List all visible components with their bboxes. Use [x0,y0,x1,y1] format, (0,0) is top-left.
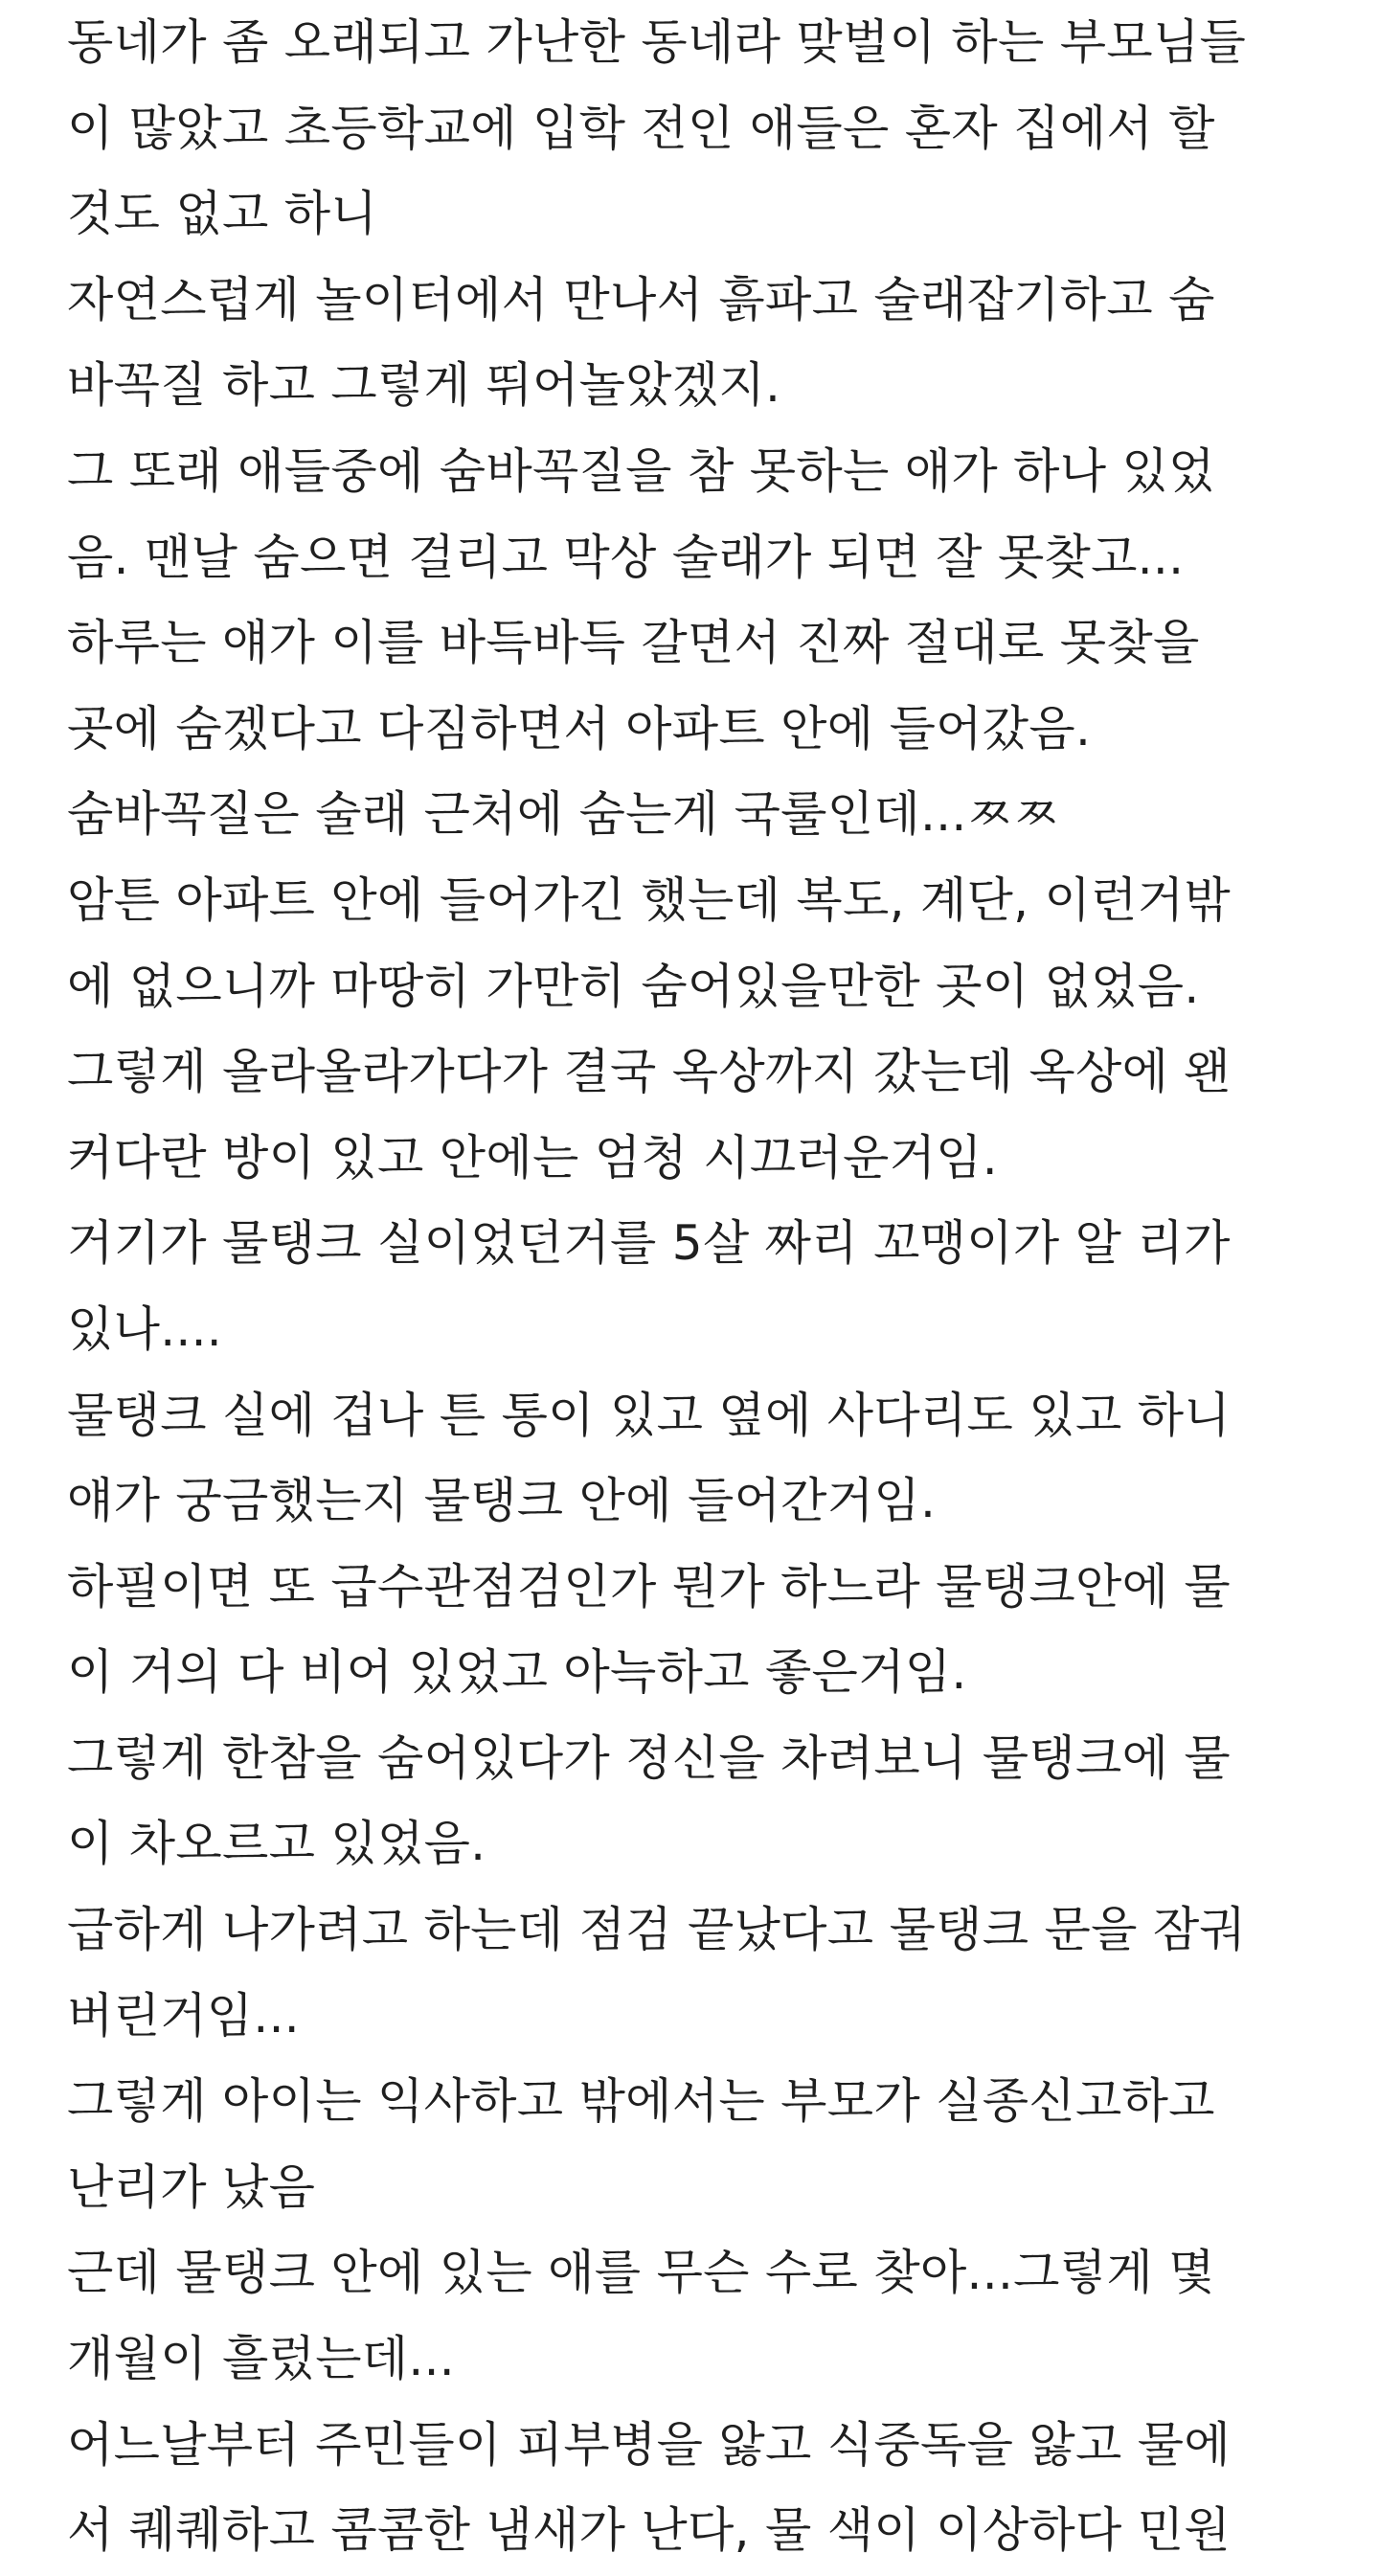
article-line: 바꼭질 하고 그렇게 뛰어놀았겠지. [67,357,781,414]
article-line: 거기가 물탱크 실이었던거를 5살 짜리 꼬맹이가 알 리가 [67,1215,1231,1272]
article-line: 동네가 좀 오래되고 가난한 동네라 맞벌이 하는 부모님들 [67,14,1247,70]
article-line: 이 많았고 초등학교에 입학 전인 애들은 혼자 집에서 할 [67,100,1215,156]
article-line: 이 거의 다 비어 있었고 아늑하고 좋은거임. [67,1644,967,1701]
article-line: 하루는 얘가 이를 바득바득 갈면서 진짜 절대로 못찾을 [67,615,1200,671]
article-line: 숨바꼭질은 술래 근처에 숨는게 국룰인데...ㅉㅉ [67,786,1060,843]
article-line: 곳에 숨겠다고 다짐하면서 아파트 안에 들어갔음. [67,700,1092,757]
article-line: 개월이 흘렀는데... [67,2331,455,2387]
article-line: 급하게 나가려고 하는데 점검 끝났다고 물탱크 문을 잠궈 [67,1902,1247,1958]
article-body [67,0,1331,2574]
article-line: 얘가 궁금했는지 물탱크 안에 들어간거임. [67,1473,937,1529]
article-line: 커다란 방이 있고 안에는 엄청 시끄러운거임. [67,1129,998,1186]
article-line: 물탱크 실에 겁나 튼 통이 있고 옆에 사다리도 있고 하니 [67,1387,1231,1443]
article-line: 그렇게 한참을 숨어있다가 정신을 차려보니 물탱크에 물 [67,1729,1231,1786]
article-line: 것도 없고 하니 [67,186,377,242]
article-line: 그렇게 아이는 익사하고 밖에서는 부모가 실종신고하고 [67,2073,1215,2130]
article-line: 근데 물탱크 안에 있는 애를 무슨 수로 찾아...그렇게 몇 [67,2245,1215,2301]
article-line: 이 차오르고 있었음. [67,1816,486,1872]
article-line: 그렇게 올라올라가다가 결국 옥상까지 갔는데 옥상에 왠 [67,1044,1231,1100]
article-line: 난리가 났음 [67,2158,316,2215]
article-line: 자연스럽게 놀이터에서 만나서 흙파고 술래잡기하고 숨 [67,271,1215,328]
article-line: 음. 맨날 숨으면 걸리고 막상 술래가 되면 잘 못찾고... [67,529,1185,585]
article-line: 하필이면 또 급수관점검인가 뭔가 하느라 물탱크안에 물 [67,1558,1231,1615]
article-line: 어느날부터 주민들이 피부병을 앓고 식중독을 앓고 물에 [67,2416,1231,2473]
article-line: 그 또래 애들중에 숨바꼭질을 참 못하는 애가 하나 있었 [67,442,1215,499]
article-line: 서 퀘퀘하고 콤콤한 냄새가 난다, 물 색이 이상하다 민원 [67,2502,1231,2559]
article-line: 버린거임... [67,1987,300,2044]
article-line: 있나.... [67,1300,222,1357]
article-line: 에 없으니까 마땅히 가만히 숨어있을만한 곳이 없었음. [67,958,1200,1014]
article-line: 암튼 아파트 안에 들어가긴 했는데 복도, 계단, 이런거밖 [67,871,1231,928]
